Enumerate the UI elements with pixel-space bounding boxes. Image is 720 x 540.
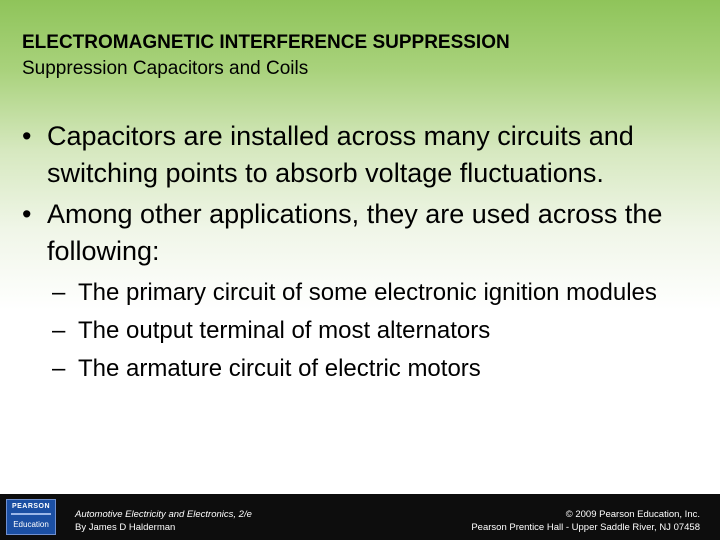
bullet-item [22,196,702,270]
logo-divider [11,513,51,515]
footer-copyright-info [471,508,700,534]
sub-bullet-item [22,276,702,310]
footer-publisher: Pearson Prentice Hall - Upper Saddle River, NJ 07458 [471,522,700,533]
footer-author: By James D Halderman [75,522,176,533]
footer-copyright: © 2009 Pearson Education, Inc. [565,509,700,520]
pearson-logo [6,499,56,535]
sub-bullet-text: The output terminal of most alternators [78,317,491,344]
slide-body [22,118,702,390]
logo-text-top: PEARSON [11,503,51,510]
sub-bullet-text: The armature circuit of electric motors [78,355,481,382]
slide-header [22,30,510,82]
bullet-text: Among other applications, they are used across the following: [47,199,663,266]
slide-subtitle: Suppression Capacitors and Coils [22,58,309,79]
dash-icon: – [52,355,66,382]
footer-book-title: Automotive Electricity and Electronics, 2/e [75,509,252,520]
sub-bullet-list [22,276,702,386]
bullet-text: Capacitors are installed across many circuits and switching points to absorb voltage fluctuations. [47,121,634,188]
dash-icon: – [52,317,66,344]
bullet-item [22,118,702,192]
sub-bullet-item [22,314,702,348]
bullet-icon: • [22,121,32,151]
bullet-icon: • [22,199,32,229]
logo-text-bottom: Education [13,520,49,529]
dash-icon: – [52,279,66,306]
slide-footer [0,494,720,540]
sub-bullet-text: The primary circuit of some electronic ignition modules [78,279,657,306]
sub-bullet-item [22,352,702,386]
slide-title: ELECTROMAGNETIC INTERFERENCE SUPPRESSION [22,32,510,53]
footer-book-info [75,508,252,534]
